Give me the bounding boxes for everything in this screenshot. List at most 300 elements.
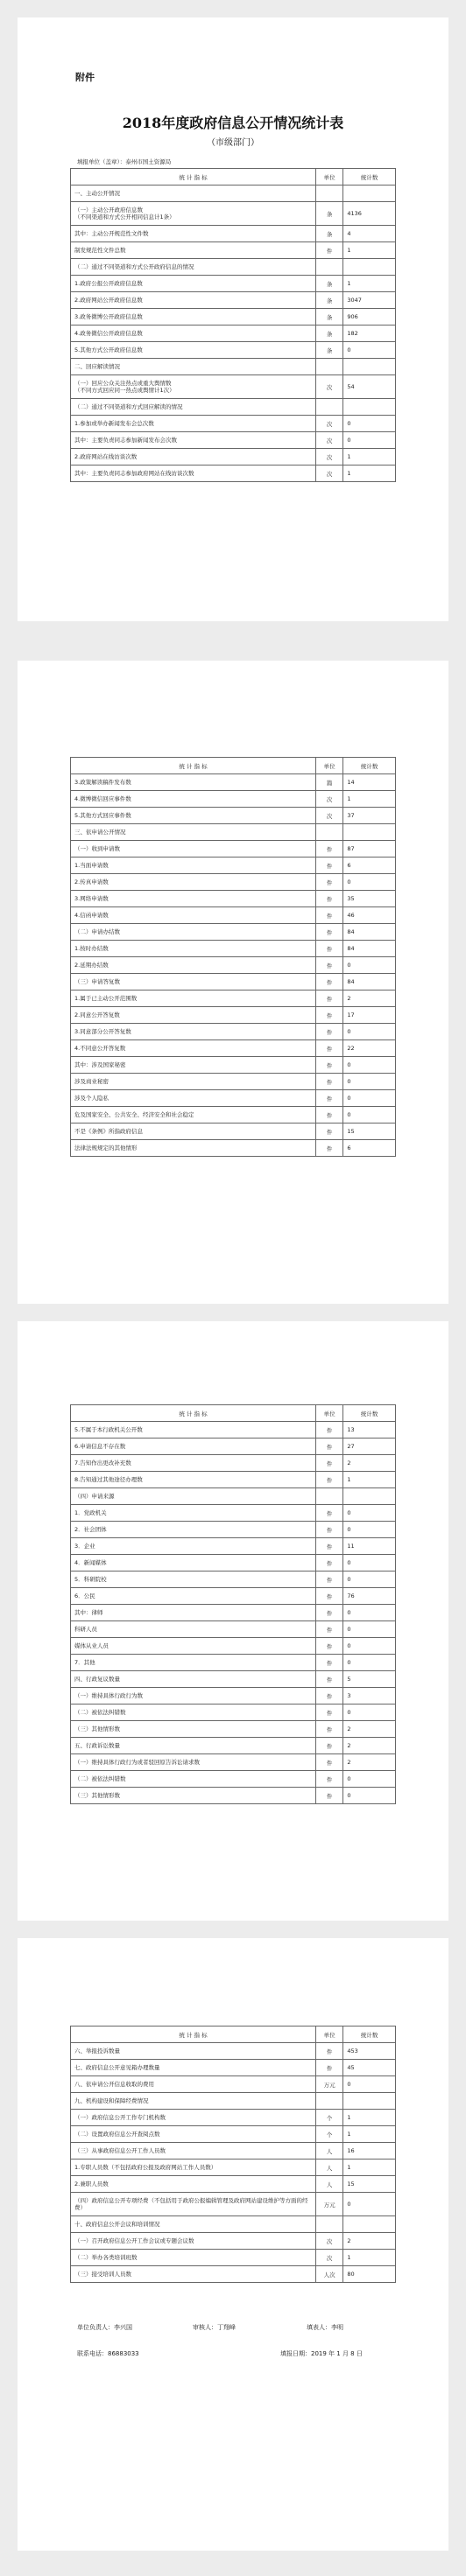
row-indicator: 4.微博微信回应事件数: [71, 791, 316, 808]
row-indicator: 不是《条例》所指政府信息: [71, 1124, 316, 1140]
row-indicator: （四）政府信息公开专项经费（不包括用于政府公报编辑管理及政府网站建设维护等方面的经费）: [71, 2193, 316, 2216]
table-row: [71, 1472, 396, 1488]
row-unit: 次: [316, 432, 343, 449]
row-unit: 次: [316, 2250, 343, 2266]
row-indicator: 4.不同意公开答复数: [71, 1040, 316, 1057]
row-value: 1: [343, 2250, 396, 2266]
row-unit: 条: [316, 342, 343, 359]
row-value: 182: [343, 326, 396, 342]
row-indicator: （一）政府信息公开工作专门机构数: [71, 2110, 316, 2126]
row-indicator: 8.告知通过其他途径办理数: [71, 1472, 316, 1488]
row-value: 0: [343, 1704, 396, 1721]
table-row: [71, 774, 396, 791]
row-unit: 件: [316, 1721, 343, 1738]
row-value: 906: [343, 309, 396, 326]
row-value: 1: [343, 2110, 396, 2126]
row-unit: 件: [316, 1455, 343, 1472]
row-indicator: 2.延期办结数: [71, 957, 316, 974]
row-value: 6: [343, 858, 396, 874]
table-header-row: [71, 169, 396, 186]
row-value: 1: [343, 466, 396, 482]
table-row: [71, 1007, 396, 1024]
row-unit: 件: [316, 1522, 343, 1538]
row-value: 11: [343, 1538, 396, 1555]
table-row: [71, 1040, 396, 1057]
row-indicator: 5.其他方式回应事件数: [71, 808, 316, 824]
row-value: 2: [343, 1738, 396, 1754]
row-unit: 件: [316, 1472, 343, 1488]
table-row: [71, 841, 396, 858]
row-indicator: 4.政务微信公开政府信息数: [71, 326, 316, 342]
row-value: 2: [343, 1721, 396, 1738]
row-value: 3: [343, 1688, 396, 1704]
row-indicator: 其中：主要负责同志参加政府网站在线访谈次数: [71, 466, 316, 482]
row-indicator: 八、依申请公开信息收取的费用: [71, 2076, 316, 2093]
table-row: [71, 2110, 396, 2126]
row-indicator: 3.同意部分公开答复数: [71, 1024, 316, 1040]
table-row: [71, 874, 396, 891]
row-value: [343, 259, 396, 276]
row-unit: 次: [316, 2233, 343, 2250]
report-page-3: [18, 1321, 448, 1921]
row-unit: 件: [316, 1572, 343, 1588]
table-row: [71, 1771, 396, 1788]
row-indicator: 五、行政诉讼数量: [71, 1738, 316, 1754]
row-value: 0: [343, 1107, 396, 1124]
row-indicator: （一）收到申请数: [71, 841, 316, 858]
row-value: 0: [343, 416, 396, 432]
row-unit: 人: [316, 2176, 343, 2193]
table-row: [71, 1455, 396, 1472]
row-value: [343, 2093, 396, 2110]
table-row: [71, 242, 396, 259]
row-unit: 件: [316, 1754, 343, 1771]
row-value: 1: [343, 276, 396, 292]
row-unit: 件: [316, 1788, 343, 1804]
table-row: [71, 399, 396, 416]
row-value: 0: [343, 2076, 396, 2093]
row-indicator: 2.兼职人员数: [71, 2176, 316, 2193]
table-header-row: [71, 758, 396, 774]
table-row: [71, 416, 396, 432]
row-value: 45: [343, 2060, 396, 2076]
row-indicator: 5.其他方式公开政府信息数: [71, 342, 316, 359]
table-row: [71, 202, 396, 226]
row-value: 1: [343, 2126, 396, 2143]
row-unit: 次: [316, 449, 343, 466]
row-value: 453: [343, 2043, 396, 2060]
row-unit: 件: [316, 858, 343, 874]
row-unit: 件: [316, 1090, 343, 1107]
table-row: [71, 1671, 396, 1688]
table-row: [71, 2126, 396, 2143]
row-indicator: 5.不属于本行政机关公开数: [71, 1422, 316, 1438]
row-indicator: 3.网络申请数: [71, 891, 316, 907]
row-value: 16: [343, 2143, 396, 2160]
row-indicator: 七、政府信息公开意见箱办理数量: [71, 2060, 316, 2076]
table-row: [71, 1024, 396, 1040]
row-unit: 条: [316, 276, 343, 292]
row-value: 1: [343, 2160, 396, 2176]
row-value: 4: [343, 226, 396, 242]
row-unit: 件: [316, 1057, 343, 1074]
row-indicator: 其中：涉及国家秘密: [71, 1057, 316, 1074]
row-value: 0: [343, 874, 396, 891]
row-unit: 次: [316, 466, 343, 482]
table-row: [71, 1738, 396, 1754]
row-unit: 件: [316, 941, 343, 957]
table-row: [71, 891, 396, 907]
table-row: [71, 1438, 396, 1455]
leader-signature: 单位负责人：李兴国: [77, 2324, 132, 2331]
row-indicator: 5．科研院校: [71, 1572, 316, 1588]
row-unit: 件: [316, 1538, 343, 1555]
table-row: [71, 432, 396, 449]
row-unit: 个: [316, 2126, 343, 2143]
row-value: 1: [343, 791, 396, 808]
header-value: 统计数: [343, 758, 396, 774]
row-indicator: 4.信函申请数: [71, 907, 316, 924]
row-value: [343, 2216, 396, 2233]
row-value: 35: [343, 891, 396, 907]
table-row: [71, 1754, 396, 1771]
filler-signature: 填表人：李明: [307, 2324, 343, 2331]
row-unit: 件: [316, 1107, 343, 1124]
row-value: [343, 824, 396, 841]
row-unit: [316, 2093, 343, 2110]
row-value: 15: [343, 2176, 396, 2193]
row-value: 0: [343, 1788, 396, 1804]
row-indicator: 2.政府网站在线访谈次数: [71, 449, 316, 466]
row-indicator: 十、政府信息公开会议和培训情况: [71, 2216, 316, 2233]
header-unit: 单位: [316, 169, 343, 186]
row-value: 0: [343, 957, 396, 974]
row-indicator: 涉及商业秘密: [71, 1074, 316, 1090]
row-value: 0: [343, 1024, 396, 1040]
row-unit: 万元: [316, 2193, 343, 2216]
table-row: [71, 2233, 396, 2250]
row-unit: 条: [316, 326, 343, 342]
row-unit: 件: [316, 1040, 343, 1057]
row-unit: 个: [316, 2110, 343, 2126]
row-unit: 件: [316, 1588, 343, 1605]
row-unit: 人: [316, 2143, 343, 2160]
row-value: 0: [343, 1090, 396, 1107]
table-row: [71, 1555, 396, 1572]
row-value: 4136: [343, 202, 396, 226]
row-value: 0: [343, 1572, 396, 1588]
row-value: 84: [343, 974, 396, 990]
table-row: [71, 359, 396, 375]
row-value: 15: [343, 1124, 396, 1140]
table-row: [71, 2193, 396, 2216]
row-value: 1: [343, 1472, 396, 1488]
reviewer-signature: 审核人：丁翔峰: [193, 2324, 236, 2331]
table-row: [71, 186, 396, 202]
table-row: [71, 259, 396, 276]
row-value: 0: [343, 1057, 396, 1074]
report-date: 填报日期：2019 年 1 月 8 日: [280, 2350, 363, 2357]
row-value: 87: [343, 841, 396, 858]
table-row: [71, 2043, 396, 2060]
table-row: [71, 974, 396, 990]
report-title: 2018年度政府信息公开情况统计表: [122, 115, 344, 131]
row-unit: 件: [316, 841, 343, 858]
row-indicator: （一）维持具体行政行为或者驳回原告诉讼请求数: [71, 1754, 316, 1771]
row-value: 2: [343, 990, 396, 1007]
row-value: [343, 359, 396, 375]
row-unit: 次: [316, 375, 343, 399]
row-value: 13: [343, 1422, 396, 1438]
row-value: 0: [343, 1771, 396, 1788]
header-indicator: 统 计 指 标: [71, 169, 316, 186]
table-row: [71, 375, 396, 399]
row-value: 0: [343, 432, 396, 449]
row-indicator: 6.申请信息不存在数: [71, 1438, 316, 1455]
row-value: 0: [343, 1522, 396, 1538]
stats-table-3: [70, 1404, 396, 1804]
row-value: 5: [343, 1671, 396, 1688]
row-indicator: （一）召开政府信息公开工作会议或专题会议数: [71, 2233, 316, 2250]
row-value: 22: [343, 1040, 396, 1057]
table-row: [71, 1107, 396, 1124]
table-row: [71, 1090, 396, 1107]
row-unit: [316, 186, 343, 202]
row-indicator: （二）通过不同渠道和方式回应解读的情况: [71, 399, 316, 416]
row-indicator: 2.政府网站公开政府信息数: [71, 292, 316, 309]
row-value: 0: [343, 342, 396, 359]
report-page-2: [18, 661, 448, 1304]
row-unit: 人: [316, 2160, 343, 2176]
row-unit: 件: [316, 1007, 343, 1024]
row-indicator: 其中：律师: [71, 1605, 316, 1621]
row-indicator: 1.专职人员数（不包括政府公报及政府网站工作人员数）: [71, 2160, 316, 2176]
row-unit: 件: [316, 891, 343, 907]
row-value: 80: [343, 2266, 396, 2283]
table-row: [71, 276, 396, 292]
table-row: [71, 858, 396, 874]
row-indicator: 7.告知作出更改补充数: [71, 1455, 316, 1472]
row-unit: 次: [316, 416, 343, 432]
row-unit: 件: [316, 242, 343, 259]
row-indicator: 法律法规规定的其他情形: [71, 1140, 316, 1157]
table-row: [71, 2093, 396, 2110]
row-unit: 件: [316, 990, 343, 1007]
row-indicator: 1.按时办结数: [71, 941, 316, 957]
row-value: 0: [343, 2193, 396, 2216]
row-indicator: （三）申请答复数: [71, 974, 316, 990]
row-indicator: （一）回应公众关注热点或重大舆情数 （不同方式回应同一热点或舆情计1次）: [71, 375, 316, 399]
row-indicator: 3.政务微博公开政府信息数: [71, 309, 316, 326]
row-unit: 篇: [316, 774, 343, 791]
header-unit: 单位: [316, 758, 343, 774]
table-row: [71, 226, 396, 242]
row-indicator: 科研人员: [71, 1621, 316, 1638]
table-row: [71, 1057, 396, 1074]
row-indicator: 2.同意公开答复数: [71, 1007, 316, 1024]
table-row: [71, 1638, 396, 1655]
row-value: 2: [343, 1455, 396, 1472]
report-subtitle: （市级部门）: [207, 138, 259, 148]
row-value: [343, 1488, 396, 1505]
row-value: 76: [343, 1588, 396, 1605]
row-unit: [316, 259, 343, 276]
row-unit: [316, 399, 343, 416]
row-value: 3047: [343, 292, 396, 309]
row-value: 1: [343, 242, 396, 259]
row-unit: 件: [316, 1655, 343, 1671]
row-value: 84: [343, 924, 396, 941]
row-indicator: （二）通过不同渠道和方式公开政府信息的情况: [71, 259, 316, 276]
table-row: [71, 2143, 396, 2160]
header-unit: 单位: [316, 2026, 343, 2043]
table-row: [71, 1688, 396, 1704]
row-indicator: （三）其他情形数: [71, 1721, 316, 1738]
row-indicator: 四、行政复议数量: [71, 1671, 316, 1688]
row-indicator: 1.政府公报公开政府信息数: [71, 276, 316, 292]
row-unit: [316, 359, 343, 375]
table-row: [71, 2266, 396, 2283]
row-value: 0: [343, 1074, 396, 1090]
table-header-row: [71, 1405, 396, 1422]
row-indicator: 3.政策解读稿件发布数: [71, 774, 316, 791]
table-row: [71, 1505, 396, 1522]
row-indicator: 6．公民: [71, 1588, 316, 1605]
row-value: [343, 399, 396, 416]
row-indicator: 九、机构建设和保障经费情况: [71, 2093, 316, 2110]
table-row: [71, 1605, 396, 1621]
row-unit: [316, 1488, 343, 1505]
row-unit: 件: [316, 924, 343, 941]
row-unit: 件: [316, 1124, 343, 1140]
row-unit: 条: [316, 202, 343, 226]
table-row: [71, 1124, 396, 1140]
row-indicator: 2.传真申请数: [71, 874, 316, 891]
row-unit: 件: [316, 1638, 343, 1655]
row-indicator: （二）申请办结数: [71, 924, 316, 941]
table-row: [71, 941, 396, 957]
row-unit: 条: [316, 309, 343, 326]
table-row: [71, 2216, 396, 2233]
header-value: 统计数: [343, 1405, 396, 1422]
header-value: 统计数: [343, 2026, 396, 2043]
row-value: 0: [343, 1621, 396, 1638]
row-unit: 万元: [316, 2076, 343, 2093]
row-unit: 件: [316, 1024, 343, 1040]
table-row: [71, 1621, 396, 1638]
row-value: 0: [343, 1555, 396, 1572]
row-unit: 件: [316, 1688, 343, 1704]
row-unit: 件: [316, 957, 343, 974]
row-unit: 件: [316, 1771, 343, 1788]
stats-table-1: [70, 168, 396, 482]
table-row: [71, 1538, 396, 1555]
row-indicator: 制发规范性文件总数: [71, 242, 316, 259]
row-indicator: 其中：主要负责同志参加新闻发布会次数: [71, 432, 316, 449]
header-indicator: 统 计 指 标: [71, 758, 316, 774]
row-indicator: 1.当面申请数: [71, 858, 316, 874]
row-indicator: （二）被依法纠错数: [71, 1704, 316, 1721]
row-unit: 件: [316, 1422, 343, 1438]
table-row: [71, 309, 396, 326]
row-indicator: （一）维持具体行政行为数: [71, 1688, 316, 1704]
row-indicator: 1．党政机关: [71, 1505, 316, 1522]
row-value: 1: [343, 449, 396, 466]
row-unit: 次: [316, 808, 343, 824]
table-row: [71, 1788, 396, 1804]
row-unit: 件: [316, 1605, 343, 1621]
row-value: 54: [343, 375, 396, 399]
row-unit: 条: [316, 226, 343, 242]
row-indicator: （三）从事政府信息公开工作人员数: [71, 2143, 316, 2160]
table-row: [71, 2076, 396, 2093]
row-unit: 件: [316, 874, 343, 891]
row-unit: 次: [316, 791, 343, 808]
row-indicator: 媒体从业人员: [71, 1638, 316, 1655]
row-unit: 件: [316, 1505, 343, 1522]
row-unit: 件: [316, 1140, 343, 1157]
row-unit: 件: [316, 907, 343, 924]
row-indicator: 1.属于已主动公开范围数: [71, 990, 316, 1007]
row-indicator: 危及国家安全、公共安全、经济安全和社会稳定: [71, 1107, 316, 1124]
row-indicator: （二）被依法纠错数: [71, 1771, 316, 1788]
row-indicator: 三、依申请公开情况: [71, 824, 316, 841]
attachment-label: 附件: [75, 72, 95, 83]
row-unit: 件: [316, 2060, 343, 2076]
row-indicator: （三）接受培训人员数: [71, 2266, 316, 2283]
row-value: 14: [343, 774, 396, 791]
row-indicator: （三）其他情形数: [71, 1788, 316, 1804]
row-indicator: 2．社会团体: [71, 1522, 316, 1538]
row-indicator: （二）设置政府信息公开查阅点数: [71, 2126, 316, 2143]
row-indicator: （四）申请来源: [71, 1488, 316, 1505]
table-row: [71, 1655, 396, 1671]
report-page-4: [18, 1938, 448, 2551]
row-value: 6: [343, 1140, 396, 1157]
reporting-unit: 填报单位（盖章）：泰州市国土资源局: [77, 158, 172, 165]
row-unit: 件: [316, 1555, 343, 1572]
row-value: 37: [343, 808, 396, 824]
table-header-row: [71, 2026, 396, 2043]
row-indicator: （二）举办各类培训班数: [71, 2250, 316, 2266]
table-row: [71, 907, 396, 924]
row-indicator: 其中：主动公开规范性文件数: [71, 226, 316, 242]
row-indicator: 1.参加或举办新闻发布会总次数: [71, 416, 316, 432]
row-unit: 件: [316, 974, 343, 990]
row-indicator: 3．企业: [71, 1538, 316, 1555]
stats-table-4: [70, 2026, 396, 2283]
row-value: 27: [343, 1438, 396, 1455]
row-unit: [316, 2216, 343, 2233]
table-row: [71, 1588, 396, 1605]
report-page-1: [18, 18, 448, 621]
row-value: 0: [343, 1655, 396, 1671]
table-row: [71, 2060, 396, 2076]
row-unit: 件: [316, 2043, 343, 2060]
table-row: [71, 449, 396, 466]
table-row: [71, 1140, 396, 1157]
row-unit: 件: [316, 1738, 343, 1754]
row-unit: 件: [316, 1704, 343, 1721]
row-value: 46: [343, 907, 396, 924]
stats-table-2: [70, 757, 396, 1157]
row-value: 84: [343, 941, 396, 957]
table-row: [71, 824, 396, 841]
table-row: [71, 1488, 396, 1505]
row-unit: 件: [316, 1074, 343, 1090]
row-value: 17: [343, 1007, 396, 1024]
row-indicator: 涉及个人隐私: [71, 1090, 316, 1107]
